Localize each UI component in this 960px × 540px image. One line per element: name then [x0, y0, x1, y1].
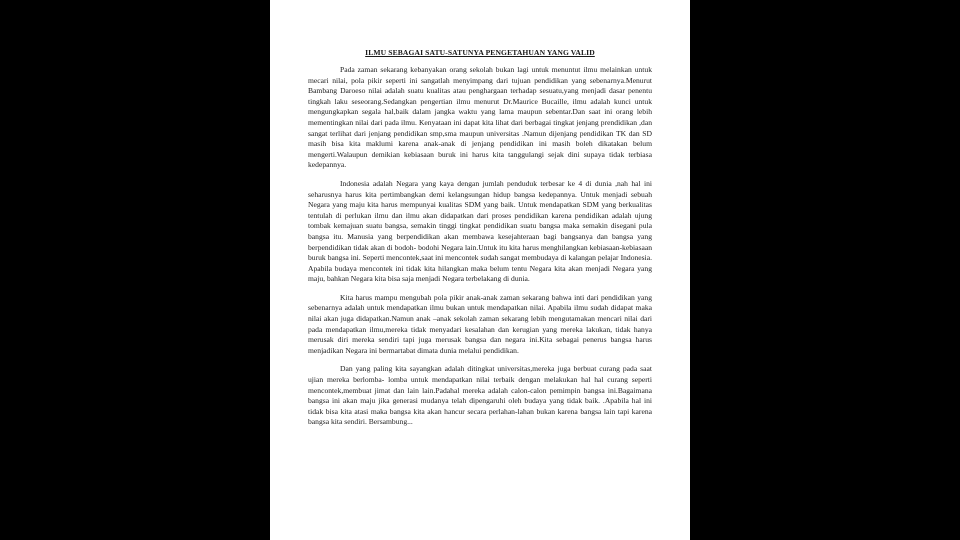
document-content: [308, 48, 652, 436]
document-page: [270, 0, 690, 540]
paragraph-1: Pada zaman sekarang kebanyakan orang sekolah bukan lagi untuk menuntut ilmu melainkan untuk mecari nilai, pola pikir seperti ini sangatlah menyimpang dari tujuan pendidikan yang sebenarnya.Menurut Bambang Daroeso nilai adalah suatu kualitas atau penghargaan terhadap sesuatu,yang menjadi dasar penentu tingkah laku seseorang.Sedangkan pengertian ilmu menurut Dr.Maurice Bucaille, ilmu adalah kunci untuk mengungkapkan segala hal,baik dalam jangka waktu yang lama maupun sebentar.Dan saat ini orang lebih mementingkan nilai dari pada ilmu. Kenyataan ini dapat kita lihat dari berbagai tingkat jenjang prendidikan ,dan sangat terlihat dari jenjang pendidikan smp,sma maupun universitas .Namun dijenjang pendidikan TK dan SD masih bisa kita maklumi karena anak-anak di jenjang pendidikan ini masih boleh dikatakan belum mengerti.Walaupun demikian kebiasaan buruk ini harus kita tanggulangi sejak dini supaya tidak terbiasa kedepannya.: [308, 65, 652, 170]
document-title: ILMU SEBAGAI SATU-SATUNYA PENGETAHUAN YANG VALID: [365, 48, 595, 57]
paragraph-3: Kita harus mampu mengubah pola pikir anak-anak zaman sekarang bahwa inti dari pendidikan yang sebenarnya adalah untuk mendapatkan ilmu bukan untuk mendapatkan nilai. Apabila ilmu sudah didapat maka nilai akan juga didapatkan.Namun anak –anak sekolah zaman sekarang lebih mengutamakan mencari nilai dari pada mendapatkan ilmu,mereka tidak menyadari kesalahan dan kerugian yang mereka lakukan, tidak hanya merusak diri mereka sendiri tapi juga merusak bangsa dan negara ini.Kita sebagai penerus bangsa harus menjadikan Negara ini bermartabat dimata dunia melalui pendidikan.: [308, 292, 652, 355]
paragraph-4: Dan yang paling kita sayangkan adalah ditingkat universitas,mereka juga berbuat curang pada saat ujian mereka berlomba- lomba untuk mendapatkan nilai terbaik dengan melakukan hal hal curang seperti mencontek,membuat jimat dan lain lain.Padahal mereka adalah calon-calon pemimpin bangsa ini.Bagaimana bangsa ini akan maju jika generasi mudanya telah dipengaruhi oleh budaya yang tidak baik. .Apabila hal ini tidak bisa kita atasi maka bangsa kita akan hancur secara perlahan-lahan bukan karena bangsa lain tapi karena bangsa kita sendiri. Bersambung...: [308, 364, 652, 427]
paragraph-2: Indonesia adalah Negara yang kaya dengan jumlah penduduk terbesar ke 4 di dunia ,nah hal ini seharusnya harus kita pertimbangkan demi kelangsungan hidup bangsa kedepannya. Untuk menjadi sebuah Negara yang maju kita harus mempunyai kualitas SDM yang baik. Untuk mendapatkan SDM yang berkualitas tentulah di perlukan ilmu dan ilmu akan didapatkan dari proses pendidikan karena pendidikan adalah ujung tombak kemajuan suatu bangsa, semakin tinggi tingkat pendidikan suatu bangsa maka semakin disegani pula bangsa itu. Manusia yang berpendidikan akan membawa kesejahteraan bagi bangsanya dan bangsa yang berpendidikan tidak akan di bodoh- bodohi Negara lain.Untuk itu kita harus menghilangkan kebiasaan-kebiasaan buruk bangsa ini. Seperti mencontek,saat ini mencontek sudah sangat membudaya di kalangan pelajar Indonesia. Apabila budaya mencontek ini tidak kita hilangkan maka belum tentu Negara kita akan menjadi Negara yang maju, bahkan Negara kita bisa saja menjadi Negara terbelakang di dunia.: [308, 178, 652, 284]
